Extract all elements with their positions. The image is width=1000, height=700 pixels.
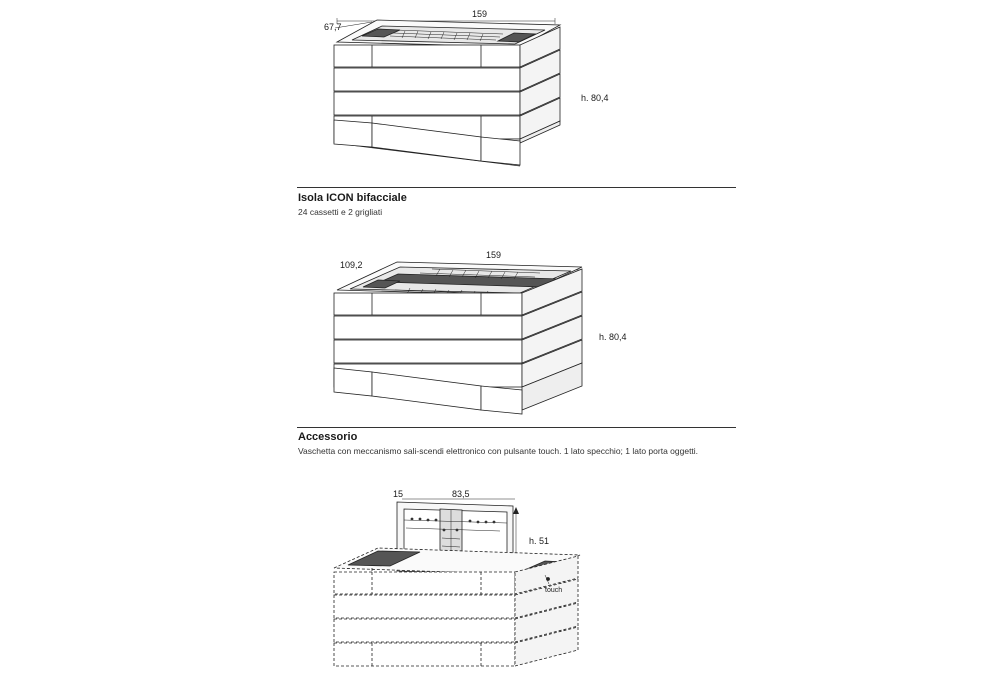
height-dim-3: h. 51 [529, 536, 550, 546]
height-dim-2: h. 80,4 [599, 332, 627, 342]
width-dim-1: 159 [472, 9, 488, 19]
depth-dim-1: 67,7 [324, 22, 342, 32]
width-dim-2: 159 [486, 250, 502, 260]
chest-double-drawing [0, 240, 1000, 420]
touch-label: touch [545, 587, 563, 594]
section-divider-2 [297, 427, 736, 428]
side-dim-3: 15 [393, 489, 404, 499]
section-title-isola: Isola ICON bifacciale [298, 192, 407, 204]
section-desc-isola: 24 cassetti e 2 grigliati [298, 207, 383, 217]
width-dim-3: 83,5 [452, 489, 470, 499]
section-divider-1 [297, 187, 736, 188]
chest-single-drawing [0, 0, 1000, 200]
section-title-accessorio: Accessorio [298, 431, 358, 443]
section-desc-accessorio: Vaschetta con meccanismo sali-scendi elettronico con pulsante touch. 1 lato specchio; 1 lato porta oggetti. [298, 446, 699, 456]
accessory-drawing [0, 480, 1000, 700]
depth-dim-2: 109,2 [340, 260, 363, 270]
height-dim-1: h. 80,4 [581, 93, 609, 103]
